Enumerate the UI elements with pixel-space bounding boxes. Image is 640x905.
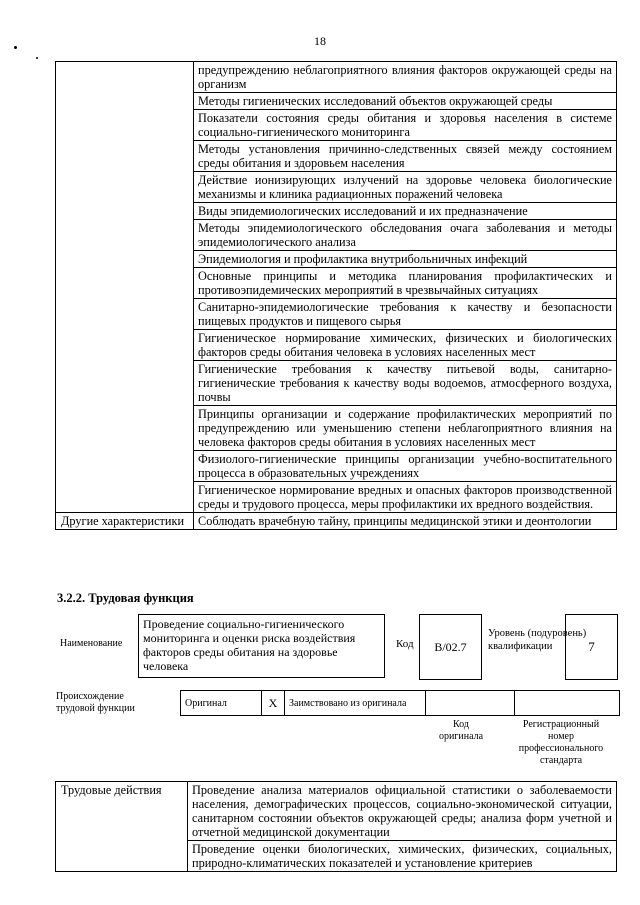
reg-number-cell bbox=[515, 691, 620, 716]
reg-number-label: Регистрационный номер профессионального стандарта bbox=[518, 719, 604, 766]
other-characteristics-label: Другие характеристики bbox=[56, 513, 194, 530]
requirement-item: Методы гигиенических исследований объектов окружающей среды bbox=[194, 93, 617, 110]
requirement-item: Основные принципы и методика планирования профилактических и противоэпидемических мероприятий в чрезвычайных ситуациях bbox=[194, 268, 617, 299]
level-value-box: 7 bbox=[565, 614, 618, 680]
requirement-item: Гигиенические требования к качеству питьевой воды, санитарно-гигиенические требования к качеству воды водоемов, атмосферного воздуха, почвы bbox=[194, 361, 617, 406]
section-title: 3.2.2. Трудовая функция bbox=[57, 591, 194, 605]
origin-label: Происхождение трудовой функции bbox=[56, 691, 135, 714]
origin-table bbox=[180, 690, 620, 716]
requirement-item: Принципы организации и содержание профилактических мероприятий по предупреждению или уменьшению степени неблагоприятного влияния на человека факторов среды обитания в условиях населенных мест bbox=[194, 406, 617, 451]
scan-speck bbox=[14, 46, 17, 49]
code-original-cell bbox=[426, 691, 515, 716]
requirement-item: Методы установления причинно-следственных связей между состоянием среды обитания и здоровьем населения bbox=[194, 141, 617, 172]
function-name-box: Проведение социально-гигиенического мониторинга и оценки риска воздействия факторов среды обитания на здоровье человека bbox=[138, 614, 385, 678]
action-item: Проведение анализа материалов официальной статистики о заболеваемости населения, демографических процессов, социально-экономической ситуации, санитарном состоянии объектов окружающей среды; анализа форм учетной и отчетной медицинской документации bbox=[188, 782, 617, 841]
requirement-item: Виды эпидемиологических исследований и их предназначение bbox=[194, 203, 617, 220]
action-item: Проведение оценки биологических, химических, физических, социальных, природно-климатических показателей и установление критериев bbox=[188, 841, 617, 872]
requirement-item: Эпидемиология и профилактика внутрибольничных инфекций bbox=[194, 251, 617, 268]
requirement-item: Санитарно-эпидемиологические требования к качеству и безопасности пищевых продуктов и пищевого сырья bbox=[194, 299, 617, 330]
page-number: 18 bbox=[314, 34, 326, 48]
name-label: Наименование bbox=[60, 638, 123, 649]
function-code-box: B/02.7 bbox=[419, 614, 482, 680]
requirement-item: Показатели состояния среды обитания и здоровья населения в системе социально-гигиенического мониторинга bbox=[194, 110, 617, 141]
requirement-item: Физиолого-гигиенические принципы организации учебно-воспитательного процесса в образовательных учреждениях bbox=[194, 451, 617, 482]
actions-label: Трудовые действия bbox=[56, 782, 188, 872]
original-mark: X bbox=[262, 691, 285, 716]
borrowed-cell: Заимствовано из оригинала bbox=[285, 691, 426, 716]
scan-speck bbox=[36, 57, 38, 59]
original-cell: Оригинал bbox=[181, 691, 262, 716]
code-original-label: Код оригинала bbox=[438, 719, 484, 742]
actions-table bbox=[55, 781, 617, 872]
level-label: Уровень (подуровень) квалификации bbox=[488, 628, 587, 652]
requirements-left-cell bbox=[56, 62, 194, 513]
requirement-item: Действие ионизирующих излучений на здоровье человека биологические механизмы и клиника радиационных поражений человека bbox=[194, 172, 617, 203]
requirements-table bbox=[55, 61, 617, 530]
requirement-item: Гигиеническое нормирование вредных и опасных факторов производственной среды и трудового процесса, меры профилактики их вредного воздействия. bbox=[194, 482, 617, 513]
code-label: Код bbox=[396, 638, 414, 650]
requirement-item: Гигиеническое нормирование химических, физических и биологических факторов среды обитания человека в условиях населенных мест bbox=[194, 330, 617, 361]
requirement-item: Методы эпидемиологического обследования очага заболевания и методы эпидемиологического анализа bbox=[194, 220, 617, 251]
requirement-item: предупреждению неблагоприятного влияния факторов окружающей среды на организм bbox=[194, 62, 617, 93]
other-characteristics-value: Соблюдать врачебную тайну, принципы медицинской этики и деонтологии bbox=[194, 513, 617, 530]
